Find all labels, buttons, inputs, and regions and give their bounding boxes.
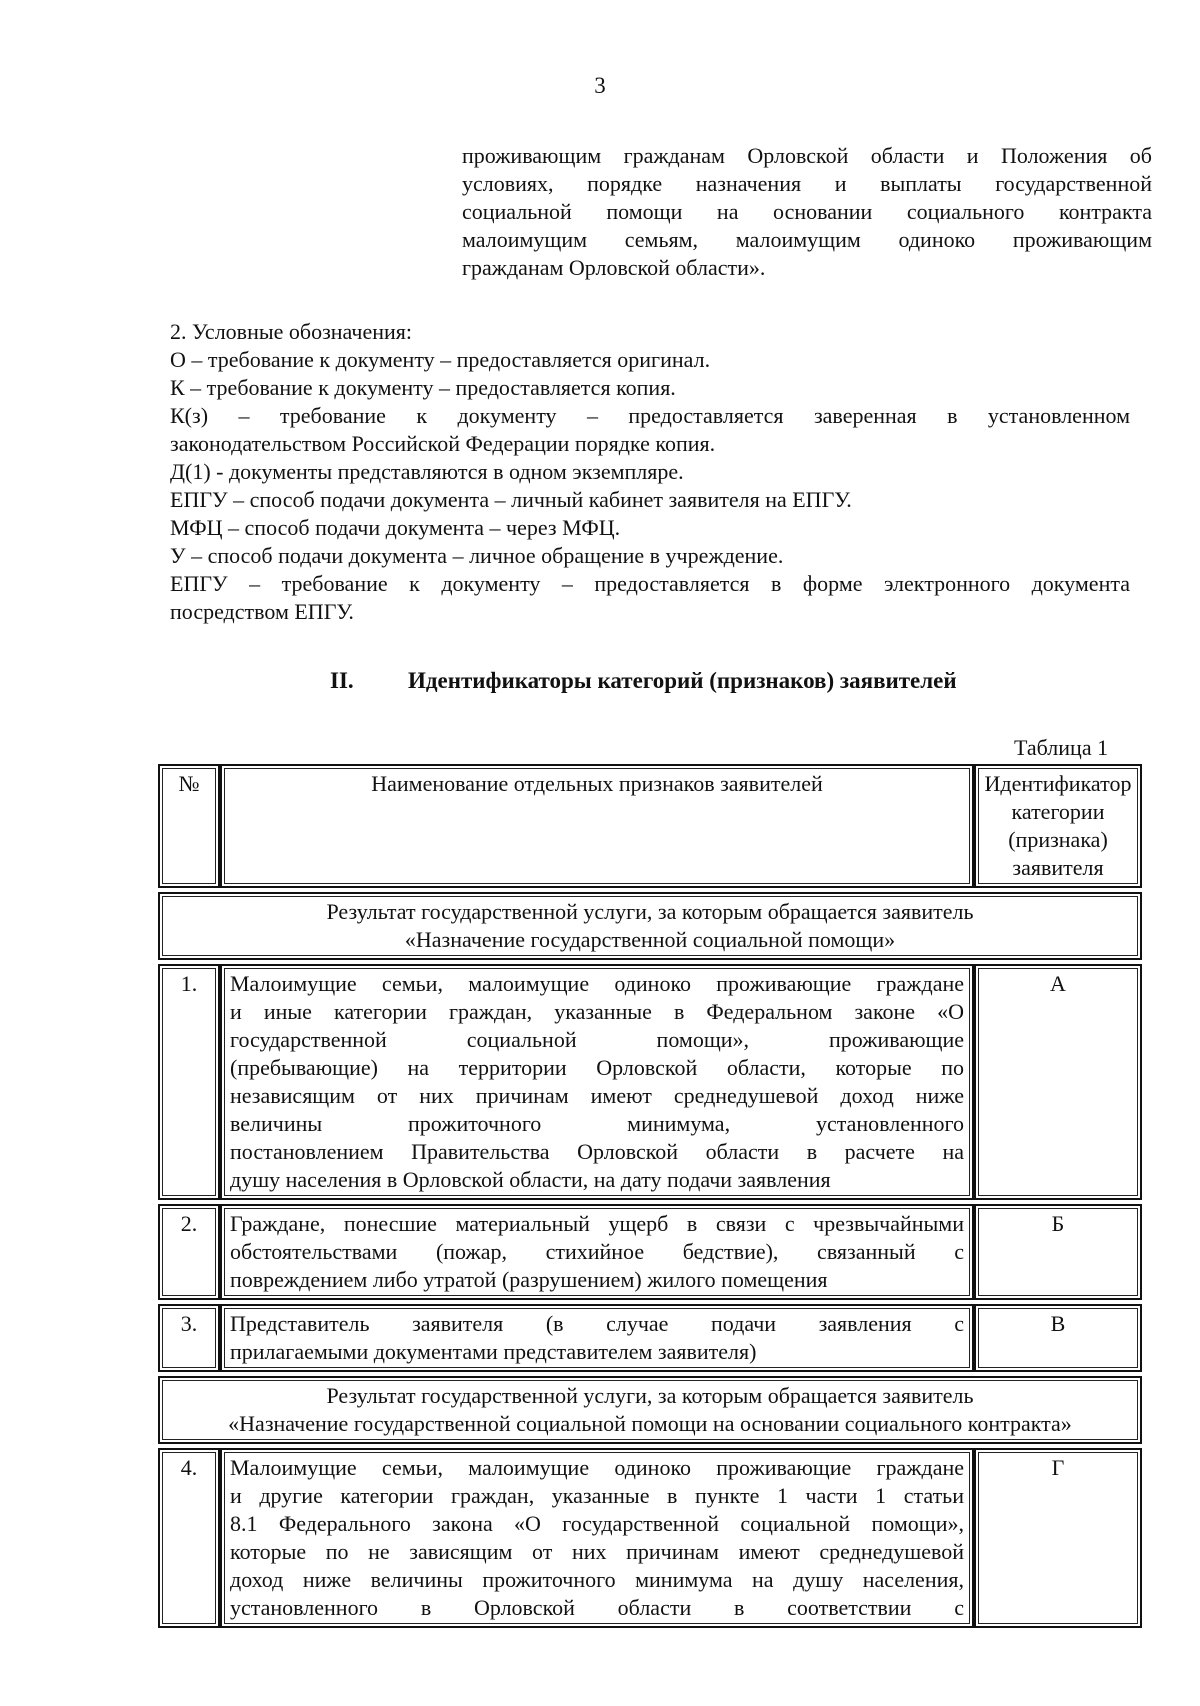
- row-line: (пребывающие) на территории Орловской области, которые по: [230, 1055, 964, 1080]
- section-line: «Назначение государственной социальной помощи на основании социального контракта»: [228, 1411, 1072, 1436]
- applicant-categories-table: [158, 760, 1142, 1632]
- continuation-line: социальной помощи на основании социального контракта: [462, 199, 1152, 224]
- continuation-line: проживающим гражданам Орловской области и Положения об: [462, 143, 1152, 168]
- row-num: 2.: [158, 1204, 220, 1300]
- row-num: 1.: [158, 964, 220, 1200]
- row-line: постановлением Правительства Орловской области в расчете на: [230, 1139, 964, 1164]
- row-line: и иные категории граждан, указанные в Федеральном законе «О: [230, 999, 964, 1024]
- header-num: №: [158, 764, 220, 888]
- section-title: Идентификаторы категорий (признаков) заявителей: [408, 668, 957, 693]
- row-line: которые по не зависящим от них причинам имеют среднедушевой: [230, 1539, 964, 1564]
- header-name: Наименование отдельных признаков заявителей: [220, 764, 974, 888]
- row-id: Г: [974, 1448, 1142, 1628]
- table-row: [158, 1304, 1142, 1372]
- continuation-line: малоимущим семьям, малоимущим одиноко проживающим: [462, 227, 1152, 252]
- row-id: В: [974, 1304, 1142, 1372]
- row-line: душу населения в Орловской области, на дату подачи заявления: [230, 1167, 831, 1192]
- legend-item: Д(1) - документы представляются в одном экземпляре.: [170, 459, 684, 484]
- legend-item: К(з) – требование к документу – предоставляется заверенная в установленном: [170, 403, 1130, 428]
- section-heading: [330, 667, 957, 695]
- continuation-line: гражданам Орловской области».: [462, 255, 766, 280]
- table-header-row: [158, 764, 1142, 888]
- row-line: установленного в Орловской области в соответствии с: [230, 1595, 964, 1620]
- legend-title: 2. Условные обозначения:: [170, 319, 413, 344]
- table-row: [158, 1204, 1142, 1300]
- row-line: прилагаемыми документами представителем заявителя): [230, 1339, 757, 1364]
- legend-item: ЕПГУ – способ подачи документа – личный кабинет заявителя на ЕПГУ.: [170, 487, 852, 512]
- row-line: государственной социальной помощи», проживающие: [230, 1027, 964, 1052]
- row-line: величины прожиточного минимума, установленного: [230, 1111, 964, 1136]
- row-name: [220, 1204, 974, 1300]
- section-line: Результат государственной услуги, за которым обращается заявитель: [326, 1383, 974, 1408]
- row-line: Малоимущие семьи, малоимущие одиноко проживающие граждане: [230, 971, 964, 996]
- legend-item: посредством ЕПГУ.: [170, 599, 354, 624]
- continuation-paragraph: [462, 142, 1152, 282]
- row-line: Граждане, понесшие материальный ущерб в связи с чрезвычайными: [230, 1211, 964, 1236]
- row-name: [220, 964, 974, 1200]
- row-line: доход ниже величины прожиточного минимума на душу населения,: [230, 1567, 964, 1592]
- table-section-row: [158, 1376, 1142, 1444]
- header-id: Идентификатор категории (признака) заявителя: [974, 764, 1142, 888]
- row-num: 3.: [158, 1304, 220, 1372]
- row-id: Б: [974, 1204, 1142, 1300]
- section-line: «Назначение государственной социальной помощи»: [404, 927, 896, 952]
- legend-item: О – требование к документу – предоставляется оригинал.: [170, 347, 711, 372]
- legend-item: МФЦ – способ подачи документа – через МФЦ.: [170, 515, 621, 540]
- table-caption: Таблица 1: [1014, 735, 1109, 760]
- row-line: Малоимущие семьи, малоимущие одиноко проживающие граждане: [230, 1455, 964, 1480]
- row-name: [220, 1304, 974, 1372]
- row-num: 4.: [158, 1448, 220, 1628]
- table-row: [158, 964, 1142, 1200]
- section-line: Результат государственной услуги, за которым обращается заявитель: [326, 899, 974, 924]
- section-cell: [158, 892, 1142, 960]
- row-line: Представитель заявителя (в случае подачи заявления с: [230, 1311, 964, 1336]
- row-line: независящим от них причинам имеют среднедушевой доход ниже: [230, 1083, 964, 1108]
- section-number: II.: [330, 668, 354, 693]
- row-line: повреждением либо утратой (разрушением) жилого помещения: [230, 1267, 828, 1292]
- row-id: А: [974, 964, 1142, 1200]
- section-cell: [158, 1376, 1142, 1444]
- table-section-row: [158, 892, 1142, 960]
- legend: [170, 318, 1130, 626]
- table-row: [158, 1448, 1142, 1628]
- page-number: 3: [594, 73, 606, 98]
- legend-item: У – способ подачи документа – личное обращение в учреждение.: [170, 543, 784, 568]
- legend-item: К – требование к документу – предоставляется копия.: [170, 375, 676, 400]
- row-line: обстоятельствами (пожар, стихийное бедствие), связанный с: [230, 1239, 964, 1264]
- legend-item: законодательством Российской Федерации порядке копия.: [170, 431, 716, 456]
- continuation-line: условиях, порядке назначения и выплаты государственной: [462, 171, 1152, 196]
- row-line: 8.1 Федерального закона «О государственной социальной помощи»,: [230, 1511, 964, 1536]
- row-name: [220, 1448, 974, 1628]
- legend-item: ЕПГУ – требование к документу – предоставляется в форме электронного документа: [170, 571, 1130, 596]
- row-line: и другие категории граждан, указанные в пункте 1 части 1 статьи: [230, 1483, 964, 1508]
